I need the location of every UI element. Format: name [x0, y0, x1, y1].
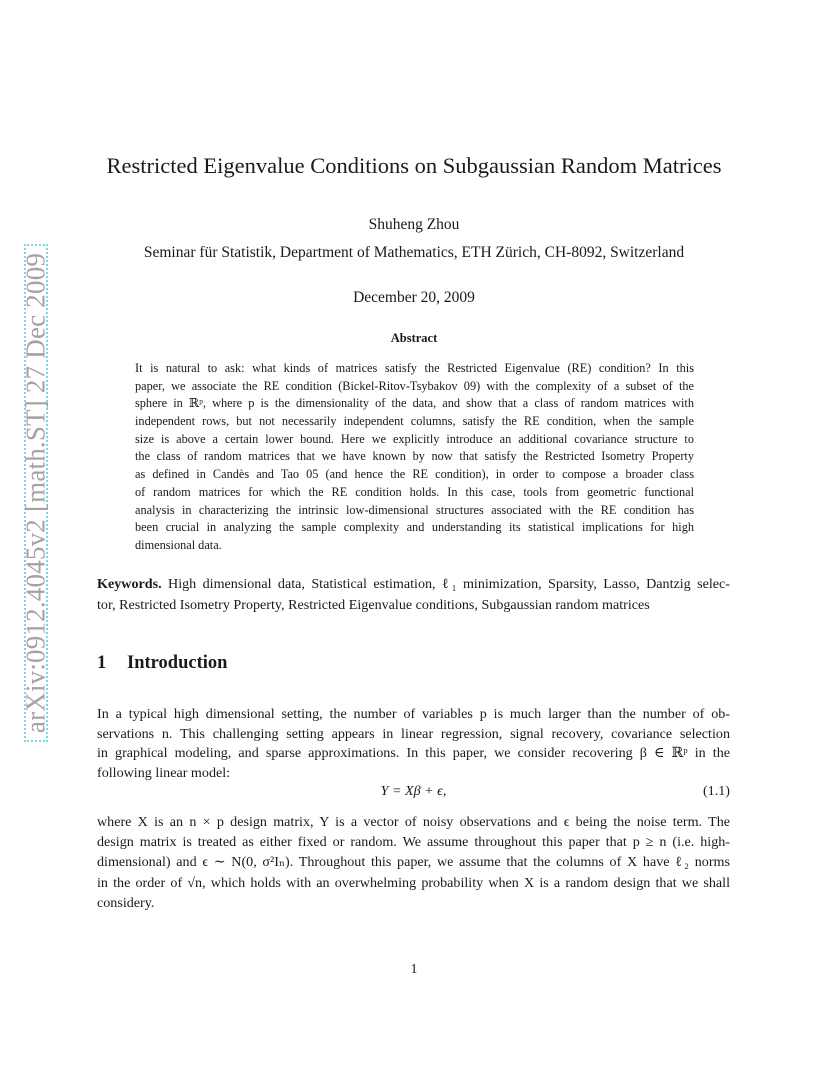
equation-number: (1.1)	[702, 783, 730, 799]
body-line: in the order of √n, which holds with an overwhelming probability when X is a random design that we shall	[97, 875, 730, 891]
body-line: following linear model:	[97, 765, 231, 781]
abstract-line: the class of random matrices that we have known by now that satisfy the Restricted Isometry Property	[135, 449, 694, 463]
abstract-line: been crucial in analyzing the sample complexity and understanding its statistical implications for high	[135, 520, 694, 534]
body-line: in graphical modeling, and sparse approximations. In this paper, we consider recovering β ∈ ℝᵖ in the	[97, 745, 730, 761]
author-name: Shuheng Zhou	[368, 216, 460, 233]
arxiv-identifier: arXiv:0912.4045v2 [math.ST] 27 Dec 2009	[20, 252, 51, 734]
section-title: Introduction	[127, 653, 228, 673]
body-line: where X is an n × p design matrix, Y is a vector of noisy observations and ϵ being the noise term. The	[97, 814, 730, 830]
body-line: design matrix is treated as either fixed or random. We assume throughout this paper that p ≥ n (i.e. high-	[97, 834, 730, 850]
arxiv-stamp	[20, 244, 51, 742]
abstract-line: of random matrices for which the RE condition holds. In this case, tools from geometric functional	[135, 485, 694, 499]
abstract-line: paper, we associate the RE condition (Bickel-Ritov-Tsybakov 09) with the complexity of a subset of the	[135, 379, 694, 393]
abstract-heading: Abstract	[390, 331, 438, 345]
keywords-label: Keywords.	[97, 576, 162, 592]
section-heading	[97, 653, 227, 674]
abstract-line: size is above a certain lower bound. Here we explicitly introduce an additional covariance structure to	[135, 432, 694, 446]
body-line: considery.	[97, 895, 155, 911]
abstract-line: as defined in Candès and Tao 05 (and hence the RE condition), in order to compose a broader class	[135, 467, 694, 481]
abstract-line: analysis in characterizing the intrinsic low-dimensional structures associated with the RE condition has	[135, 503, 694, 517]
body-line: In a typical high dimensional setting, the number of variables p is much larger than the number of ob-	[97, 706, 730, 722]
abstract-line: dimensional data.	[135, 538, 222, 552]
equation-row	[97, 783, 730, 803]
author-affiliation: Seminar für Statistik, Department of Mathematics, ETH Zürich, CH-8092, Switzerland	[143, 244, 685, 261]
equation: Y = Xβ + ϵ,	[380, 783, 447, 799]
abstract-line: It is natural to ask: what kinds of matrices satisfy the Restricted Eigenvalue (RE) condition? In this	[135, 361, 694, 375]
section-number: 1	[97, 653, 107, 673]
paper-title: Restricted Eigenvalue Conditions on Subgaussian Random Matrices	[106, 153, 722, 178]
keywords-line	[97, 574, 730, 594]
page-number: 1	[410, 962, 418, 977]
abstract-line: independent rows, but not necessarily independent columns, satisfy the RE condition, when the sample	[135, 414, 694, 428]
body-line: servations n. This challenging setting appears in linear regression, signal recovery, covariance selection	[97, 726, 730, 742]
paper-date: December 20, 2009	[353, 289, 475, 306]
body-line: dimensional) and ϵ ∼ N(0, σ²Iₙ). Throughout this paper, we assume that the columns of X have ℓ₂ norms	[97, 854, 730, 870]
keywords-line: tor, Restricted Isometry Property, Restricted Eigenvalue conditions, Subgaussian random matrices	[97, 597, 650, 613]
abstract-line: sphere in ℝᵖ, where p is the dimensionality of the data, and show that a class of random matrices with	[135, 396, 694, 410]
keywords-text: High dimensional data, Statistical estimation, ℓ₁ minimization, Sparsity, Lasso, Dantzig selec-	[168, 576, 730, 592]
